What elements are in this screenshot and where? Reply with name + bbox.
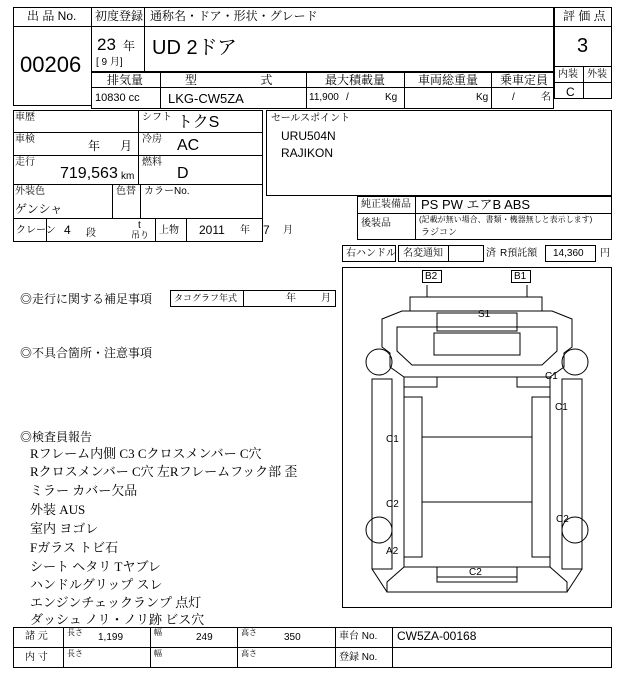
aftermarket: ラジコン [421,227,458,237]
tachograph-year: 年 [286,293,296,304]
sales-point-2: RAJIKON [281,146,334,160]
crane-label: クレーン [16,225,56,236]
options: PS PW エアB ABS [421,197,531,212]
gross-weight-label: 車両総重量 [418,73,479,87]
width-label: 幅 [154,628,162,637]
mark-c1-right-front: C1 [545,371,558,382]
interior-grade: C [566,85,575,99]
upper-body-month-unit: 月 [283,225,293,236]
defects-title: ◎不具合箇所・注意事項 [20,346,153,360]
inspector-line: エンジンチェックランプ 点灯 [30,595,202,610]
inspector-line: シート ヘタリ Tヤブレ [30,559,161,574]
length-label: 長さ [67,628,83,637]
mark-a2: A2 [386,546,399,557]
right-hand-drive: 右ハンドル [346,248,396,259]
ac: AC [177,137,200,154]
year-unit: 年 [123,39,136,53]
inspector-line: Rフレーム内側 C3 Cクロスメンバー C穴 [30,446,262,461]
inspector-line: ハンドルグリップ スレ [30,577,163,592]
exterior-color-label: 外装色 [15,186,45,197]
shift-label: シフト [142,112,172,123]
inner-width-label: 幅 [154,649,162,658]
model: LKG-CW5ZA [168,91,244,106]
inspector-line: ダッシュ ノリ・ノリ跡 ビス穴 [30,612,205,627]
height-label: 高さ [241,628,257,637]
lot-number-label: 出 品 No. [27,9,77,23]
inspector-line: ミラー カバー欠品 [30,483,138,498]
exterior-label: 外装 [587,69,607,80]
width-value: 249 [196,632,213,643]
first-registration-year: 23 [97,35,116,54]
sales-point-1: URU504N [281,129,336,143]
capacity-sep: / [512,92,515,103]
evaluation-score: 3 [577,35,589,57]
interior-label: 内装 [558,69,578,80]
inspector-line: 室内 ヨゴレ [30,521,99,536]
inspection-label: 車検 [15,134,35,145]
recycle-amount: 14,360 [553,248,584,259]
crane-stage-unit: 段 [86,228,96,239]
first-registration-label: 初度登録 [95,9,144,23]
inner-length-label: 長さ [67,649,83,658]
first-registration-month: [ 9 月] [96,57,123,68]
evaluation-label: 評 価 点 [563,9,606,23]
vehicle-name: UD 2ドア [152,37,237,59]
options-label: 純正装備品 [361,199,411,210]
inspector-line: Rクロスメンバー C穴 左Rフレームフック部 歪 [30,464,298,479]
capacity-label: 乗車定員 [500,73,549,87]
chassis-number: CW5ZA-00168 [397,629,477,643]
history-label: 車歴 [15,112,35,123]
registration-label: 登録 No. [339,652,378,663]
mileage-unit: km [121,171,135,182]
color-code-label: カラーNo. [144,186,190,197]
height-value: 350 [284,632,301,643]
truck-diagram [342,267,612,608]
upper-body-month: 7 [263,223,270,237]
tachograph-month: 月 [321,293,331,304]
inspection-month: 月 [120,139,133,153]
inspector-title: ◎検査員報告 [20,430,93,444]
color-change-label: 色替 [116,186,136,197]
dimensions-label: 諸 元 [25,631,48,642]
max-load-kg: Kg [385,92,398,103]
mileage: 719,563 [60,165,118,182]
capacity-unit: 名 [541,92,551,103]
mark-b1: B1 [514,271,527,282]
inner-dimensions-label: 内 寸 [25,652,48,663]
fuel-label: 燃料 [142,157,162,168]
recycle-label: R預託額 [500,248,538,259]
displacement: 10830 cc [95,92,140,104]
displacement-label: 排気量 [107,73,144,87]
aftermarket-label: 後装品 [361,218,391,229]
mark-c1-right-mid: C1 [555,402,568,413]
aftermarket-note: (記載が無い場合、書類・機器無しと表示します) [419,215,593,224]
mark-c2-right: C2 [556,514,569,525]
upper-body-year-unit: 年 [240,225,250,236]
recycle-done: 済 [486,248,496,259]
mark-c2-bottom: C2 [469,567,482,578]
mark-b2: B2 [425,271,438,282]
model-label: 型 式 [185,73,303,87]
inspection-year: 年 [88,139,101,153]
lot-number: 00206 [20,52,82,77]
ac-label: 冷房 [142,134,162,145]
crane-stages: 4 [64,223,71,237]
length-value: 1,199 [98,632,124,643]
mark-c2-left: C2 [386,499,399,510]
mark-s1: S1 [478,309,491,320]
inspector-line: 外装 AUS [30,502,86,517]
exterior-color: ゲンシャ [15,202,63,216]
sales-points-label: セールスポイント [271,113,351,124]
mark-c1-left: C1 [386,434,399,445]
crane-ton: t [138,220,141,231]
max-load-label: 最大積載量 [325,73,386,87]
max-load: 11,900 [309,92,339,103]
chassis-label: 車台 No. [339,631,378,642]
fuel: D [177,165,189,182]
name-change-label: 名変通知 [403,248,443,259]
driving-notes-title: ◎走行に関する補足事項 [20,292,153,306]
inspector-line: Fガラス トビ石 [30,540,119,555]
shift: トクS [177,114,220,131]
upper-body-year: 2011 [199,223,225,237]
tachograph-label: タコグラフ年式 [174,293,238,303]
inner-height-label: 高さ [241,649,257,658]
max-load-sep: / [346,92,349,103]
gross-weight-kg: Kg [476,92,489,103]
upper-body-label: 上物 [159,225,179,236]
crane-lift: 吊り [131,230,150,240]
recycle-unit: 円 [600,248,610,259]
vehicle-name-label: 通称名・ドア・形状・グレード [150,9,318,23]
mileage-label: 走行 [15,157,35,168]
